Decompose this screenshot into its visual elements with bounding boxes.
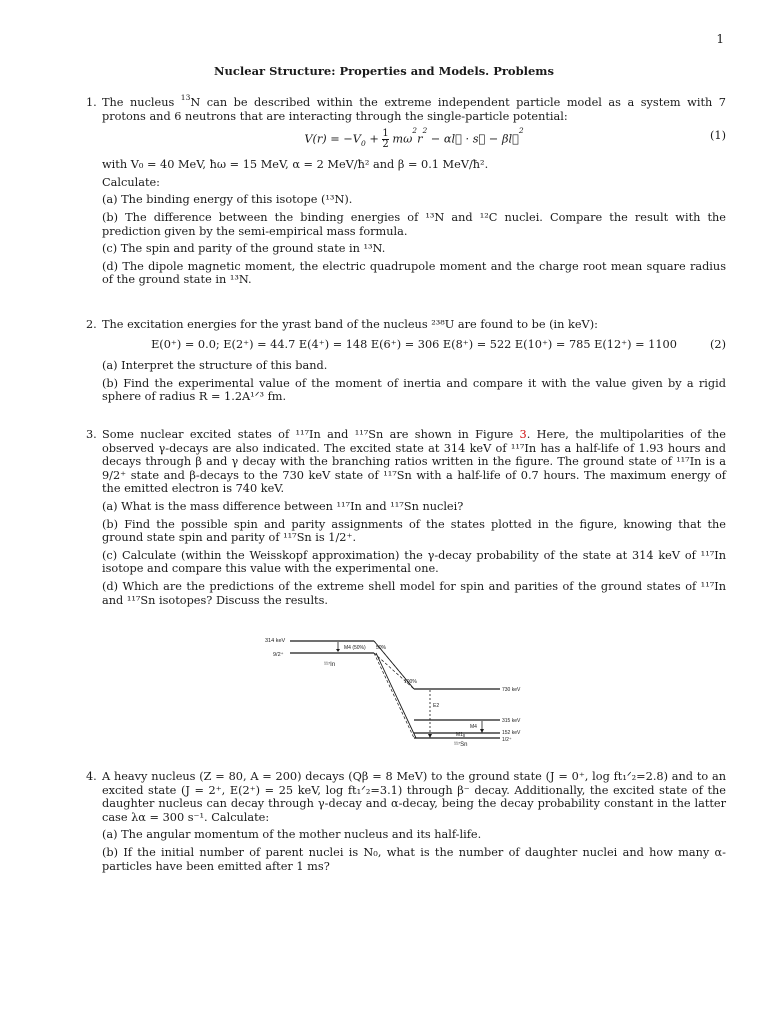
beta-branch-low	[374, 653, 414, 738]
equation-label: (1)	[709, 129, 726, 143]
subquestion: (c) The spin and parity of the ground state in ¹³N.	[102, 242, 386, 256]
subquestion: (b) The difference between the binding energies of ¹³N and ¹²C nuclei. Compare the result with the prediction given by the semi-empirical mass formula.	[102, 210, 726, 238]
problem-2: 2. The excitation energies for the yrast band of the nucleus ²³⁸U are found to be (in keV): E(0⁺) = 0.0; E(2⁺) = 44.7 E(4⁺) = 148 E(6⁺) = 306 E(8⁺) = 522 E(10⁺) = 785 E(12⁺) = 1100 (2) (a) Interpret the structure of this band. (b) Find the experimental value of the moment of inertia and compare it with the value given by a rigid sphere of radius R = 1.2A¹ᐟ³ fm.	[86, 318, 726, 404]
sn-152-label: 152 keV	[502, 730, 521, 736]
e2-label: E2	[433, 703, 440, 709]
subquestion: (b) If the initial number of parent nuclei is N₀, what is the number of daughter nuclei and how many α-particles have been emitted after 1 ms?	[102, 845, 726, 873]
problem-1: 1. The nucleus $^{13}$N can be described within the extreme independent particle model as a system with 7 protons and 6 neutrons that are interacting through the single-particle potential: $V(r) = -V_0$ + $\frac{1}{2}$ $m\omega^2r^2$ − αl⃗ · s⃗ − βl⃗$^2$ (1) with V₀ = 40 MeV, ħω = 15 MeV, α = 2 MeV/ħ² and β = 0.1 MeV/ħ². Calculate: (a) The binding energy of this isotope (¹³N). (b) The difference between the binding energies of ¹³N and ¹²C nuclei. Compare the result with the prediction given by the semi-empirical mass formula. (c) The spin and parity of the ground state in ¹³N. (d) The dipole magnetic moment, the electric quadrupole moment and the charge root mean square radius of the ground state in ¹³N.	[86, 93, 726, 287]
subquestion: (a) The binding energy of this isotope (¹³N).	[102, 193, 353, 207]
sn-gs-label: 1/2⁺	[502, 737, 512, 743]
problem-4: 4. A heavy nucleus (Z = 80, A = 200) decays (Qβ = 8 MeV) to the ground state (J = 0⁺, log ft₁ᐟ₂=2.8) and to an excited state (J = 2⁺, E(2⁺) = 25 keV, log ft₁ᐟ₂=3.1) through β⁻ decay. Additionally, the excited state of the daughter nucleus can decay through γ-decay and α-decay, being the decay probability constant in the latter case λα = 300 s⁻¹. Calculate: (a) The angular momentum of the mother nucleus and its half-life. (b) If the initial number of parent nuclei is N₀, what is the number of daughter nuclei and how many α-particles have been emitted after 1 ms?	[86, 770, 726, 873]
subquestion: (a) What is the mass difference between ¹¹⁷In and ¹¹⁷Sn nuclei?	[102, 499, 464, 513]
subquestion: (b) Find the experimental value of the moment of inertia and compare it with the value given by a rigid sphere of radius R = 1.2A¹ᐟ³ fm.	[102, 376, 726, 404]
subquestion: (d) Which are the predictions of the extreme shell model for spin and parities of the ground states of ¹¹⁷In and ¹¹⁷Sn isotopes? Discuss the results.	[102, 579, 726, 607]
branch-50-label: 50%	[376, 645, 387, 651]
m4-arrow-head	[336, 649, 340, 652]
subquestion: (d) The dipole magnetic moment, the electric quadrupole moment and the charge root mean square radius of the ground state in ¹³N.	[102, 259, 726, 287]
level-scheme-figure	[264, 634, 528, 754]
branch-100-label: 100%	[404, 679, 417, 685]
sn-315-label: 315 keV	[502, 718, 521, 724]
m4-label: M4 (50%)	[344, 645, 366, 651]
in-nucleus-label: ¹¹⁷In	[324, 662, 336, 668]
parameters: with V₀ = 40 MeV, ħω = 15 MeV, α = 2 MeV/ħ² and β = 0.1 MeV/ħ².	[102, 158, 489, 172]
subquestion: (c) Calculate (within the Weisskopf approximation) the γ-decay probability of the state at 314 keV of ¹¹⁷In isotope and compare this value with the experimental one.	[102, 548, 726, 576]
subquestion: (a) Interpret the structure of this band.	[102, 359, 328, 373]
problem-number: 4.	[86, 770, 97, 783]
problem-number: 1.	[86, 96, 97, 109]
in-gs-label: 9/2⁺	[273, 652, 284, 658]
sn-730-label: 730 keV	[502, 687, 521, 693]
page-number: 1	[716, 32, 724, 46]
problem-3: 3. Some nuclear excited states of ¹¹⁷In and ¹¹⁷Sn are shown in Figure 3. Here, the multipolarities of the observed γ-decays are also indicated. The excited state at 314 keV of ¹¹⁷In has a half-life of 1.93 hours and decays through β and γ decay with the branching ratios written in the figure. The ground state of ¹¹⁷In is a 9/2⁺ state and β-decays to the 730 keV state of ¹¹⁷Sn with a half-life of 0.7 hours. The maximum energy of the emitted electron is 740 keV. (a) What is the mass difference between ¹¹⁷In and ¹¹⁷Sn nuclei? (b) Find the possible spin and parity assignments of the states plotted in the figure, knowing that the ground state spin and parity of ¹¹⁷Sn is 1/2⁺. (c) Calculate (within the Weisskopf approximation) the γ-decay probability of the state at 314 keV of ¹¹⁷In isotope and compare this value with the experimental one. (d) Which are the predictions of the extreme shell model for spin and parities of the ground states of ¹¹⁷In and ¹¹⁷Sn isotopes? Discuss the results.	[86, 428, 726, 607]
m1-label: M1	[456, 732, 463, 738]
problem-number: 3.	[86, 428, 97, 441]
in-to-sn-connector	[374, 641, 414, 689]
equation-2: E(0⁺) = 0.0; E(2⁺) = 44.7 E(4⁺) = 148 E(6⁺) = 306 E(8⁺) = 522 E(10⁺) = 785 E(12⁺) = 1100 (2)	[151, 337, 726, 351]
in-to-sn-connector-2	[376, 653, 416, 738]
subquestion: (a) The angular momentum of the mother nucleus and its half-life.	[102, 828, 482, 842]
figure-reference-link[interactable]: 3	[519, 428, 527, 441]
m4b-label: M4	[470, 724, 477, 730]
sn-nucleus-label: ¹¹⁷Sn	[454, 742, 468, 748]
equation-label: (2)	[709, 337, 726, 351]
equation-1: $V(r) = -V_0$ + $\frac{1}{2}$ $m\omega^2r^2$ − αl⃗ · s⃗ − βl⃗$^2$ (1)	[304, 126, 726, 151]
problem-number: 2.	[86, 318, 97, 331]
in-314-label: 314 keV	[265, 638, 286, 644]
document-title: Nuclear Structure: Properties and Models. Problems	[214, 64, 554, 78]
subquestion: (b) Find the possible spin and parity assignments of the states plotted in the figure, knowing that the ground state spin and parity of ¹¹⁷Sn is 1/2⁺.	[102, 517, 726, 545]
